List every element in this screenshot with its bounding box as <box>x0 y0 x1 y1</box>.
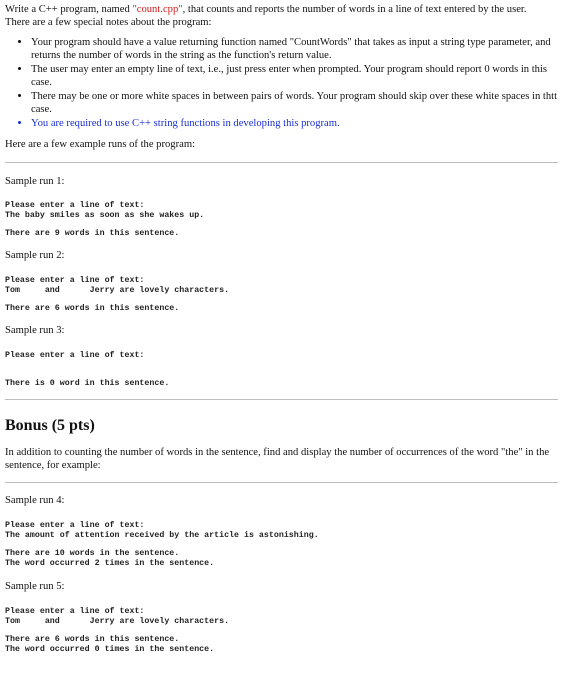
notes-list <box>5 36 558 130</box>
sample-output: There are 6 words in this sentence. The word occurred 0 times in the sentence. <box>5 635 215 654</box>
sample-input: Please enter a line of text: The amount of attention received by the article is astonishing. <box>5 521 319 540</box>
sample-input: Please enter a line of text: The baby smiles as soon as she wakes up. <box>5 201 205 220</box>
divider <box>5 482 558 483</box>
note-item: • Your program should have a value returning function named "CountWords" that takes as input a string type parameter, and returns the number of words in the string as the function's return value. <box>31 36 558 62</box>
divider <box>5 162 558 163</box>
note-item: • The user may enter an empty line of text, i.e., just press enter when prompted. Your program should report 0 words in this case. <box>31 63 558 89</box>
sample-label: Sample run 3: <box>5 325 65 336</box>
filename: "count.cpp" <box>132 4 183 15</box>
intro-text-post: , that counts and reports the number of words in a line of text entered by the user. <box>182 4 527 15</box>
bonus-heading: Bonus (5 pts) <box>5 417 95 434</box>
note-item: • You are required to use C++ string functions in developing this program. <box>31 117 558 130</box>
sample-output: There are 9 words in this sentence. <box>5 229 180 238</box>
sample-label: Sample run 2: <box>5 250 65 261</box>
bonus-description: In addition to counting the number of words in the sentence, find and display the number of occurrences of the word "the" in the sentence, for example: <box>5 447 550 471</box>
sample-output: There is 0 word in this sentence. <box>5 379 170 388</box>
sample-label: Sample run 4: <box>5 495 65 506</box>
sample-input: Please enter a line of text: <box>5 351 145 360</box>
sample-output: There are 6 words in this sentence. <box>5 304 180 313</box>
intro-line-2: There are a few special notes about the program: <box>5 17 212 28</box>
sample-output: There are 10 words in the sentence. The word occurred 2 times in the sentence. <box>5 549 215 568</box>
intro-paragraph <box>5 3 558 29</box>
examples-intro: Here are a few example runs of the program: <box>5 139 196 150</box>
sample-input: Please enter a line of text: Tom and Jerry are lovely characters. <box>5 607 230 626</box>
note-item: • There may be one or more white spaces in between pairs of words. Your program should skip over these white spaces in thtt case. <box>31 90 558 116</box>
sample-label: Sample run 5: <box>5 581 65 592</box>
sample-input: Please enter a line of text: Tom and Jerry are lovely characters. <box>5 276 230 295</box>
divider <box>5 399 558 400</box>
sample-label: Sample run 1: <box>5 176 65 187</box>
intro-text-pre: Write a C++ program, named <box>5 4 133 15</box>
